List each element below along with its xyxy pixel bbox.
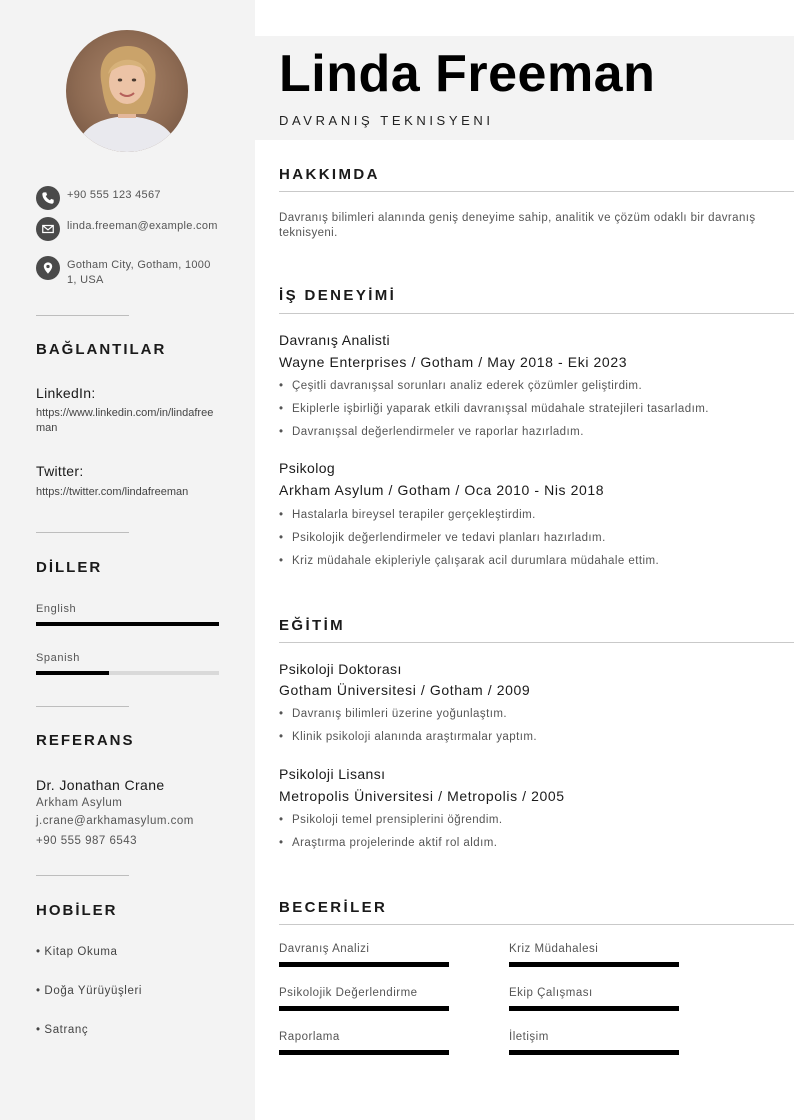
language-level-bar <box>36 622 219 626</box>
experience-section-title: İŞ DENEYİMİ <box>279 287 397 304</box>
experience-bullet: • Kriz müdahale ekipleriyle çalışarak acil durumlara müdahale ettim. <box>279 555 659 567</box>
hobby-item: • Kitap Okuma <box>36 946 118 958</box>
skill-level-bar <box>509 962 679 967</box>
education-section-title: EĞİTİM <box>279 617 346 634</box>
phone-icon <box>36 186 60 210</box>
linkedin-label: LinkedIn: <box>36 385 96 401</box>
twitter-label: Twitter: <box>36 463 84 479</box>
person-name: Linda Freeman <box>279 45 656 103</box>
sidebar-divider <box>36 875 129 876</box>
language-level-bar <box>36 671 219 675</box>
skill-level-bar <box>279 962 449 967</box>
skill-level-fill <box>509 962 679 967</box>
skill-level-bar <box>279 1050 449 1055</box>
location-pin-icon <box>36 256 60 280</box>
education-school: Metropolis Üniversitesi / Metropolis / 2005 <box>279 788 565 804</box>
links-section-title: BAĞLANTILAR <box>36 341 167 358</box>
education-bullet: • Psikoloji temel prensiplerini öğrendim. <box>279 814 503 826</box>
contact-address <box>36 258 226 288</box>
education-degree: Psikoloji Lisansı <box>279 766 386 782</box>
education-bullet: • Araştırma projelerinde aktif rol aldım. <box>279 837 497 849</box>
sidebar <box>0 0 255 1120</box>
skill-level-fill <box>509 1050 679 1055</box>
section-divider <box>279 313 794 314</box>
skill-name: Kriz Müdahalesi <box>509 943 599 955</box>
phone-text: +90 555 123 4567 <box>67 189 161 201</box>
profile-photo <box>66 30 188 152</box>
experience-org: Arkham Asylum / Gotham / Oca 2010 - Nis 2018 <box>279 482 605 498</box>
skill-name: Davranış Analizi <box>279 943 370 955</box>
section-divider <box>279 642 794 643</box>
language-name: Spanish <box>36 652 80 664</box>
skill-name: Psikolojik Değerlendirme <box>279 987 418 999</box>
experience-role: Psikolog <box>279 460 336 476</box>
education-bullet: • Klinik psikoloji alanında araştırmalar yaptım. <box>279 731 537 743</box>
skill-level-fill <box>279 1006 449 1011</box>
section-divider <box>279 191 794 192</box>
skill-name: İletişim <box>509 1031 549 1043</box>
hobby-item: • Doğa Yürüyüşleri <box>36 985 143 997</box>
experience-bullet: • Psikolojik değerlendirmeler ve tedavi planları hazırladım. <box>279 532 606 544</box>
language-name: English <box>36 603 77 615</box>
language-level-fill <box>36 671 109 675</box>
about-text: Davranış bilimleri alanında geniş deneyime sahip, analitik ve çözüm odaklı bir davranış teknisyeni. <box>279 212 756 239</box>
reference-name: Dr. Jonathan Crane <box>36 777 165 793</box>
skill-name: Ekip Çalışması <box>509 987 593 999</box>
skill-level-bar <box>509 1050 679 1055</box>
reference-email[interactable]: j.crane@arkhamasylum.com <box>36 815 194 827</box>
experience-bullet: • Hastalarla bireysel terapiler gerçekleştirdim. <box>279 509 536 521</box>
contact-phone <box>36 188 226 210</box>
language-level-fill <box>36 622 219 626</box>
education-degree: Psikoloji Doktorası <box>279 661 402 677</box>
linkedin-link[interactable]: https://www.linkedin.com/in/lindafreeman <box>36 407 214 434</box>
reference-section-title: REFERANS <box>36 732 135 749</box>
experience-org: Wayne Enterprises / Gotham / May 2018 - Eki 2023 <box>279 354 628 370</box>
skills-section-title: BECERİLER <box>279 899 388 916</box>
skill-level-bar <box>509 1006 679 1011</box>
education-school: Gotham Üniversitesi / Gotham / 2009 <box>279 682 531 698</box>
sidebar-divider <box>36 315 129 316</box>
about-section-title: HAKKIMDA <box>279 166 380 183</box>
experience-bullet: • Davranışsal değerlendirmeler ve raporlar hazırladım. <box>279 426 584 438</box>
experience-bullet: • Çeşitli davranışsal sorunları analiz ederek çözümler geliştirdim. <box>279 380 642 392</box>
profile-portrait-icon <box>66 30 188 152</box>
job-title: DAVRANIŞ TEKNISYENI <box>279 113 494 128</box>
sidebar-divider <box>36 532 129 533</box>
reference-company: Arkham Asylum <box>36 797 123 809</box>
skill-level-bar <box>279 1006 449 1011</box>
envelope-icon <box>36 217 60 241</box>
reference-phone: +90 555 987 6543 <box>36 835 138 847</box>
skill-level-fill <box>279 1050 449 1055</box>
hobbies-section-title: HOBİLER <box>36 902 118 919</box>
experience-role: Davranış Analisti <box>279 332 391 348</box>
experience-bullet: • Ekiplerle işbirliği yaparak etkili davranışsal müdahale stratejileri tasarladım. <box>279 403 709 415</box>
skill-level-fill <box>279 962 449 967</box>
address-text: Gotham City, Gotham, 10001, USA <box>67 259 211 286</box>
languages-section-title: DİLLER <box>36 559 103 576</box>
section-divider <box>279 924 794 925</box>
twitter-link[interactable]: https://twitter.com/lindafreeman <box>36 486 189 498</box>
email-text[interactable]: linda.freeman@example.com <box>67 220 218 232</box>
contact-email <box>36 219 226 241</box>
hobby-item: • Satranç <box>36 1024 89 1036</box>
skill-name: Raporlama <box>279 1031 340 1043</box>
sidebar-divider <box>36 706 129 707</box>
education-bullet: • Davranış bilimleri üzerine yoğunlaştım. <box>279 708 507 720</box>
skill-level-fill <box>509 1006 679 1011</box>
